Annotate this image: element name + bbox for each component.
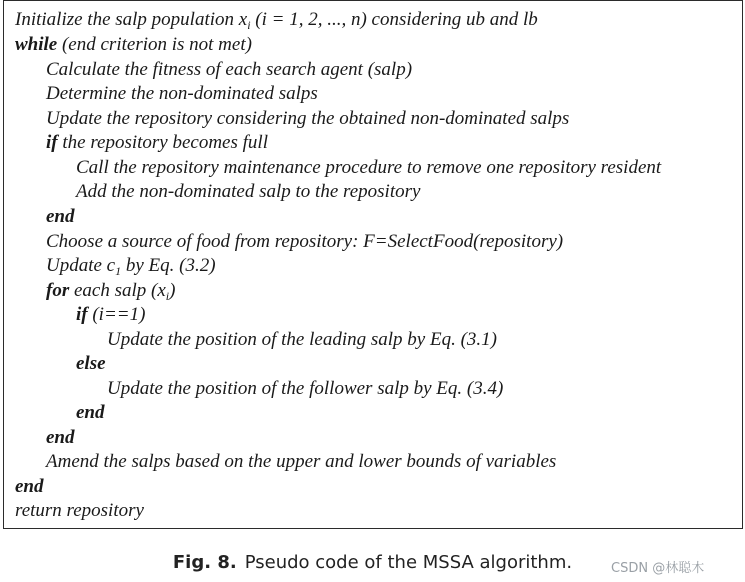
line-text: return repository	[15, 500, 144, 521]
subscript: i	[247, 18, 251, 32]
line-amend	[46, 451, 556, 473]
keyword-else: else	[76, 353, 106, 374]
line-text: Update the repository considering the obtained non-dominated salps	[46, 108, 570, 129]
line-update-c1	[46, 255, 216, 278]
watermark: CSDN @林聪木	[611, 561, 705, 576]
line-update-follower	[107, 378, 503, 400]
line-text: Update the position of the leading salp by Eq. (3.1)	[107, 329, 497, 350]
keyword-if: if	[46, 132, 58, 153]
keyword-for: for	[46, 280, 70, 301]
line-return	[15, 500, 144, 522]
line-update-repo	[46, 108, 569, 130]
line-text: Add the non-dominated salp to the repository	[76, 181, 421, 202]
line-text: Call the repository maintenance procedure to remove one repository resident	[76, 157, 662, 178]
line-text: (i = 1, 2, ..., n) considering ub and lb	[250, 9, 538, 30]
keyword-end: end	[15, 476, 44, 497]
line-update-leader	[107, 329, 497, 351]
keyword-while: while	[15, 34, 58, 55]
keyword-if: if	[76, 304, 88, 325]
subscript: i	[165, 289, 170, 303]
keyword-end: end	[46, 427, 75, 448]
line-text: by Eq. (3.2)	[121, 255, 216, 276]
line-text: (end criterion is not met)	[57, 34, 252, 55]
line-text: Update c	[46, 255, 116, 276]
keyword-end: end	[76, 402, 105, 423]
line-text: Calculate the fitness of each search agent (salp)	[46, 59, 413, 80]
caption-text: Pseudo code of the MSSA algorithm.	[244, 552, 573, 573]
keyword-end: end	[46, 206, 75, 227]
line-determine	[46, 83, 318, 105]
figure-label: Fig. 8.	[172, 552, 237, 573]
line-initialize	[15, 9, 538, 32]
line-add-salp	[76, 181, 420, 203]
line-while	[15, 34, 252, 56]
line-text: each salp (x	[69, 280, 166, 301]
line-end-if	[46, 206, 75, 228]
line-end-inner-if	[76, 402, 105, 424]
line-text: (i==1)	[87, 304, 146, 325]
line-else	[76, 353, 106, 375]
line-calc-fitness	[46, 59, 412, 81]
line-text: the repository becomes full	[57, 132, 268, 153]
line-text: Initialize the salp population x	[15, 9, 248, 30]
pseudocode-box	[3, 0, 743, 529]
line-for-each	[46, 280, 175, 303]
line-maintenance	[76, 157, 661, 179]
line-text: Amend the salps based on the upper and lower bounds of variables	[46, 451, 557, 472]
line-if-leader	[76, 304, 145, 326]
line-text: Determine the non-dominated salps	[46, 83, 318, 104]
line-text: Update the position of the follower salp by Eq. (3.4)	[107, 378, 504, 399]
line-end-for	[46, 427, 75, 449]
line-end-while	[15, 476, 44, 498]
line-text: Choose a source of food from repository: F=SelectFood(repository)	[46, 231, 564, 252]
line-if-full	[46, 132, 268, 154]
line-text: )	[169, 280, 176, 301]
line-choose-food	[46, 231, 563, 253]
subscript: 1	[115, 264, 122, 278]
